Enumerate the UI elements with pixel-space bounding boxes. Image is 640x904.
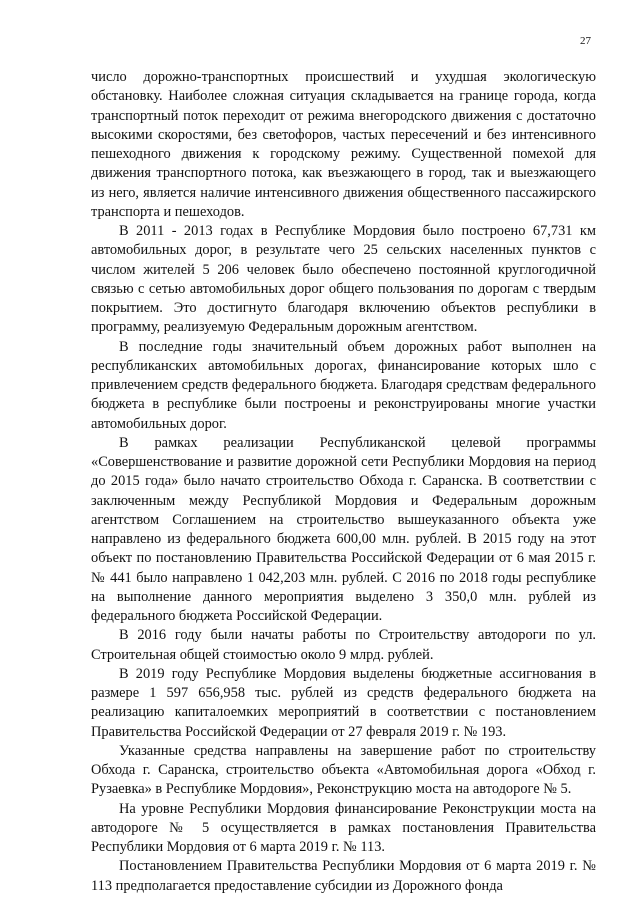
paragraph-recent-road-works: В последние годы значительный объем дорожных работ выполнен на республиканских автомобильных дорогах, финансирование которых шло с привлечением средств федерального бюджета. Благодаря средствам федерального бюджета в республике были построены и реконструированы многие участки автомобильных дорог. xyxy=(91,338,596,432)
page-number: 27 xyxy=(580,35,591,47)
paragraph-continuation: число дорожно-транспортных происшествий и ухудшая экологическую обстановку. Наиболее сложная ситуация складывается на границе города, когда транспортный поток переходит от режима внегородского движения с достаточно высокими скоростями, без светофоров, частых пересечений и без интенсивного пешеходного движения к городскому режиму. Существенной помехой для движения транспортного потока, как въезжающего в город, так и выезжающего из него, является наличие интенсивного движения общественного пассажирского транспорта и пешеходов. xyxy=(91,69,596,220)
paragraph-road-construction-2011-2013: В 2011 - 2013 годах в Республике Мордовия было построено 67,731 км автомобильных дорог, в результате чего 25 сельских населенных пунктов с числом жителей 5 206 человек было обеспечено постоянной круглогодичной связью с сетью автомобильных дорог общего пользования по дорогам с твердым покрытием. Это достигнуто благодаря включению объектов республики в программу, реализуемую Федеральным дорожным агентством. xyxy=(91,223,596,336)
paragraph-funds-directed: Указанные средства направлены на завершение работ по строительству Обхода г. Саранска, строительство объекта «Автомобильная дорога «Обход г. Рузаевка» в Республике Мордовия», Реконструкцию моста на автодороге № 5. xyxy=(91,742,596,798)
paragraph-saransk-bypass: В рамках реализации Республиканской целевой программы «Совершенствование и развитие дорожной сети Республики Мордовия на период до 2015 года» было начато строительство Обхода г. Саранска. В соответствии с заключенным между Республикой Мордовия и Федеральным дорожным агентством Соглашением на строительство вышеуказанного объекта уже направлено из федерального бюджета 600,00 млн. рублей. В 2015 году на этот объект по постановлению Правительства Российской Федерации от 6 мая 2015 г. № 441 было направлено 1 042,203 млн. рублей. С 2016 по 2018 годы республике на выполнение данного мероприятия выделено 3 350,0 млн. рублей из федерального бюджета Российской Федерации. xyxy=(91,434,596,624)
paragraph-2016-works: В 2016 году были начаты работы по Строительству автодороги по ул. Строительная общей стоимостью около 9 млрд. рублей. xyxy=(91,627,596,663)
document-body xyxy=(91,68,596,896)
paragraph-bridge-financing: На уровне Республики Мордовия финансирование Реконструкции моста на автодороге № 5 осуществляется в рамках постановления Правительства Республики Мордовия от 6 марта 2019 г. № 113. xyxy=(91,800,596,855)
paragraph-resolution-113: Постановлением Правительства Республики Мордовия от 6 марта 2019 г. № 113 предполагается предоставление субсидии из Дорожного фонда xyxy=(91,858,596,894)
paragraph-2019-allocations: В 2019 году Республике Мордовия выделены бюджетные ассигнования в размере 1 597 656,958 тыс. рублей из средств федерального бюджета на реализацию капиталоемких мероприятий в соответствии с постановлением Правительства Российской Федерации от 27 февраля 2019 г. № 193. xyxy=(91,665,596,740)
